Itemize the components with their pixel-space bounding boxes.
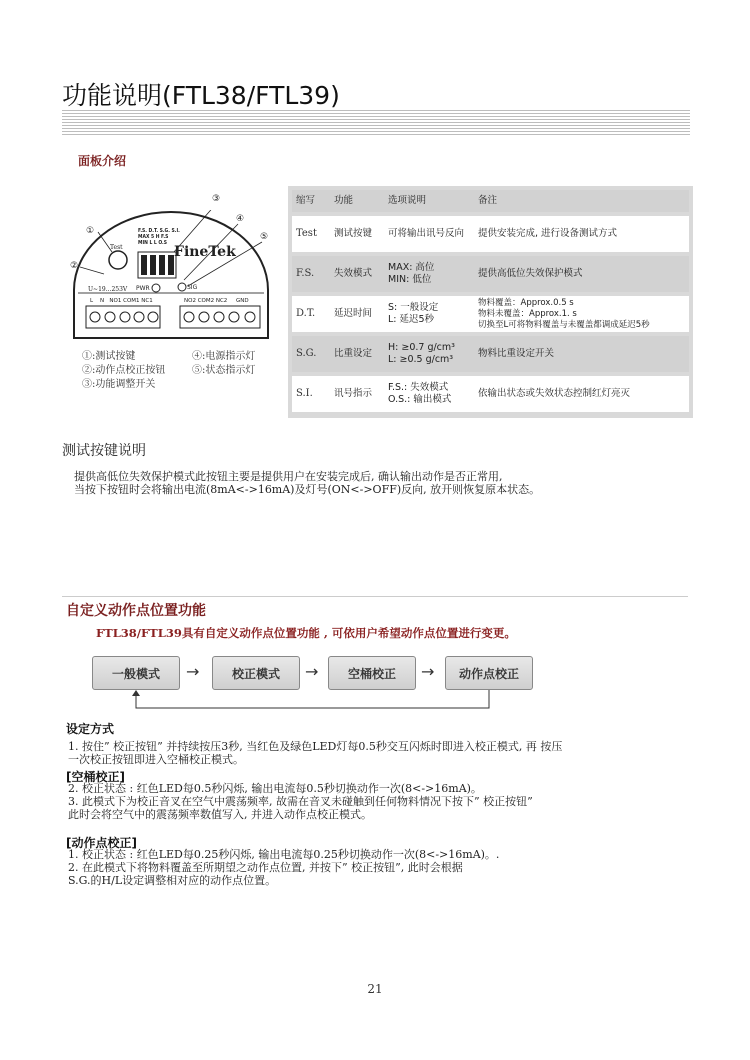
column-header: 功能 — [330, 190, 384, 212]
callout-5: ⑤ — [260, 232, 269, 242]
legend-item: ④:电源指示灯 — [192, 351, 256, 362]
legend-item: ③:功能调整开关 — [82, 379, 156, 390]
empty-cal-heading: [空桶校正] — [66, 770, 125, 784]
flow-arrow: → — [421, 662, 435, 681]
cell-function: 失效模式 — [330, 256, 384, 292]
cell-abbr: S.G. — [292, 336, 330, 372]
table-row — [292, 256, 689, 292]
table-row — [292, 336, 689, 372]
table-row — [292, 216, 689, 252]
section-divider — [62, 596, 688, 597]
page-title: 功能说明(FTL38/FTL39) — [62, 81, 340, 110]
legend-item: ①:测试按键 — [82, 351, 136, 362]
legend-item: ⑤:状态指示灯 — [192, 365, 256, 376]
cell-note: 提供高低位失效保护模式 — [474, 256, 689, 292]
page-number: 21 — [367, 982, 383, 996]
point-cal-heading: [动作点校正] — [66, 836, 137, 850]
point-cal-text: 1. 校正状态 : 红色LED每0.25秒闪烁, 输出电流每0.25秒切换动作一次(8<->16mA)。. 2. 在此模式下将物料覆盖至所期望之动作点位置, 并按下” 校正按钮”, 此时会根据 S.G.的H/L设定调整相对应的动作点位置。 — [68, 848, 500, 887]
pwr-label: PWR — [136, 285, 150, 292]
cell-note: 物料覆盖：Approx.0.5 s 物料未覆盖：Approx.1. s 切换至L可将物料覆盖与未覆盖都调成延迟5秒 — [474, 296, 689, 332]
sig-label: SIG — [187, 284, 198, 291]
flow-arrow: → — [186, 662, 200, 681]
cell-option: 可将输出讯号反向 — [384, 216, 474, 252]
test-label: Test — [110, 244, 123, 251]
title-divider — [62, 110, 690, 136]
setup-heading: 设定方式 — [66, 722, 115, 736]
setup-text: 1. 按住” 校正按钮” 并持续按压3秒, 当红色及绿色LED灯每0.5秒交互闪烁时即进入校正模式, 再 按压 一次校正按钮即进入空桶校正模式。 — [68, 740, 563, 766]
terminal-right-labels: NO2 COM2 NC2 GND — [184, 298, 249, 304]
switch-labels: F.S. D.T. S.G. S.I. MAX 5 H F.S MIN L L O.S — [138, 228, 180, 246]
spec-table — [288, 186, 693, 418]
callout-1: ① — [86, 226, 95, 236]
cell-abbr: D.T. — [292, 296, 330, 332]
empty-cal-text: 2. 校正状态 : 红色LED每0.5秒闪烁, 输出电流每0.5秒切换动作一次(8<->16mA)。 3. 此模式下为校正音叉在空气中震荡频率, 故需在音叉未碰触到任何物料情况下按下” 校正按钮” 此时会将空气中的震荡频率数值写入, 并进入动作点校正模式。 — [68, 782, 533, 821]
panel-heading: 面板介绍 — [78, 154, 127, 168]
table-row — [292, 376, 689, 412]
cell-option: H: ≥0.7 g/cm³ L: ≥0.5 g/cm³ — [384, 336, 474, 372]
flow-step-point-cal: 动作点校正 — [445, 656, 533, 690]
cell-function: 讯号指示 — [330, 376, 384, 412]
brand-logo: FineTek — [174, 244, 236, 260]
custom-section-heading: 自定义动作点位置功能 — [66, 603, 206, 619]
table-row — [292, 296, 689, 332]
flow-loop-back-arrow — [130, 690, 495, 714]
test-section-text: 提供高低位失效保护模式此按钮主要是提供用户在安装完成后, 确认输出动作是否正常用, 当按下按钮时会将输出电流(8mA<->16mA)及灯号(ON<->OFF)反向, 放开则恢复原本状态。 — [74, 470, 541, 496]
column-header: 备注 — [474, 190, 689, 212]
panel-diagram — [68, 194, 274, 344]
callout-4: ④ — [236, 214, 245, 224]
table-header-row — [292, 190, 689, 212]
flow-step-normal: 一般模式 — [92, 656, 180, 690]
column-header: 选项说明 — [384, 190, 474, 212]
legend-item: ②:动作点校正按钮 — [82, 365, 166, 376]
cell-function: 延迟时间 — [330, 296, 384, 332]
voltage-label: U~19...253V — [88, 286, 128, 293]
cell-function: 测试按键 — [330, 216, 384, 252]
panel-legend — [82, 350, 255, 392]
cell-abbr: Test — [292, 216, 330, 252]
terminal-left-labels: L N NO1 COM1 NC1 — [90, 298, 153, 304]
cell-note: 提供安装完成, 进行设备测试方式 — [474, 216, 689, 252]
callout-3: ③ — [212, 194, 221, 204]
cell-option: MAX: 高位 MIN: 低位 — [384, 256, 474, 292]
cell-abbr: F.S. — [292, 256, 330, 292]
flow-arrow: → — [305, 662, 319, 681]
cell-note: 依输出状态或失效状态控制红灯亮灭 — [474, 376, 689, 412]
callout-2: ② — [70, 261, 79, 271]
flow-step-empty-cal: 空桶校正 — [328, 656, 416, 690]
cell-option: F.S.: 失效模式 O.S.: 输出模式 — [384, 376, 474, 412]
cell-note: 物料比重设定开关 — [474, 336, 689, 372]
test-section-heading: 测试按键说明 — [62, 443, 146, 459]
cell-abbr: S.I. — [292, 376, 330, 412]
flow-step-calibrate: 校正模式 — [212, 656, 300, 690]
cell-function: 比重设定 — [330, 336, 384, 372]
column-header: 缩写 — [292, 190, 330, 212]
cell-option: S: 一般设定 L: 延迟5秒 — [384, 296, 474, 332]
custom-section-intro: FTL38/FTL39具有自定义动作点位置功能 , 可依用户希望动作点位置进行变更。 — [96, 626, 516, 640]
